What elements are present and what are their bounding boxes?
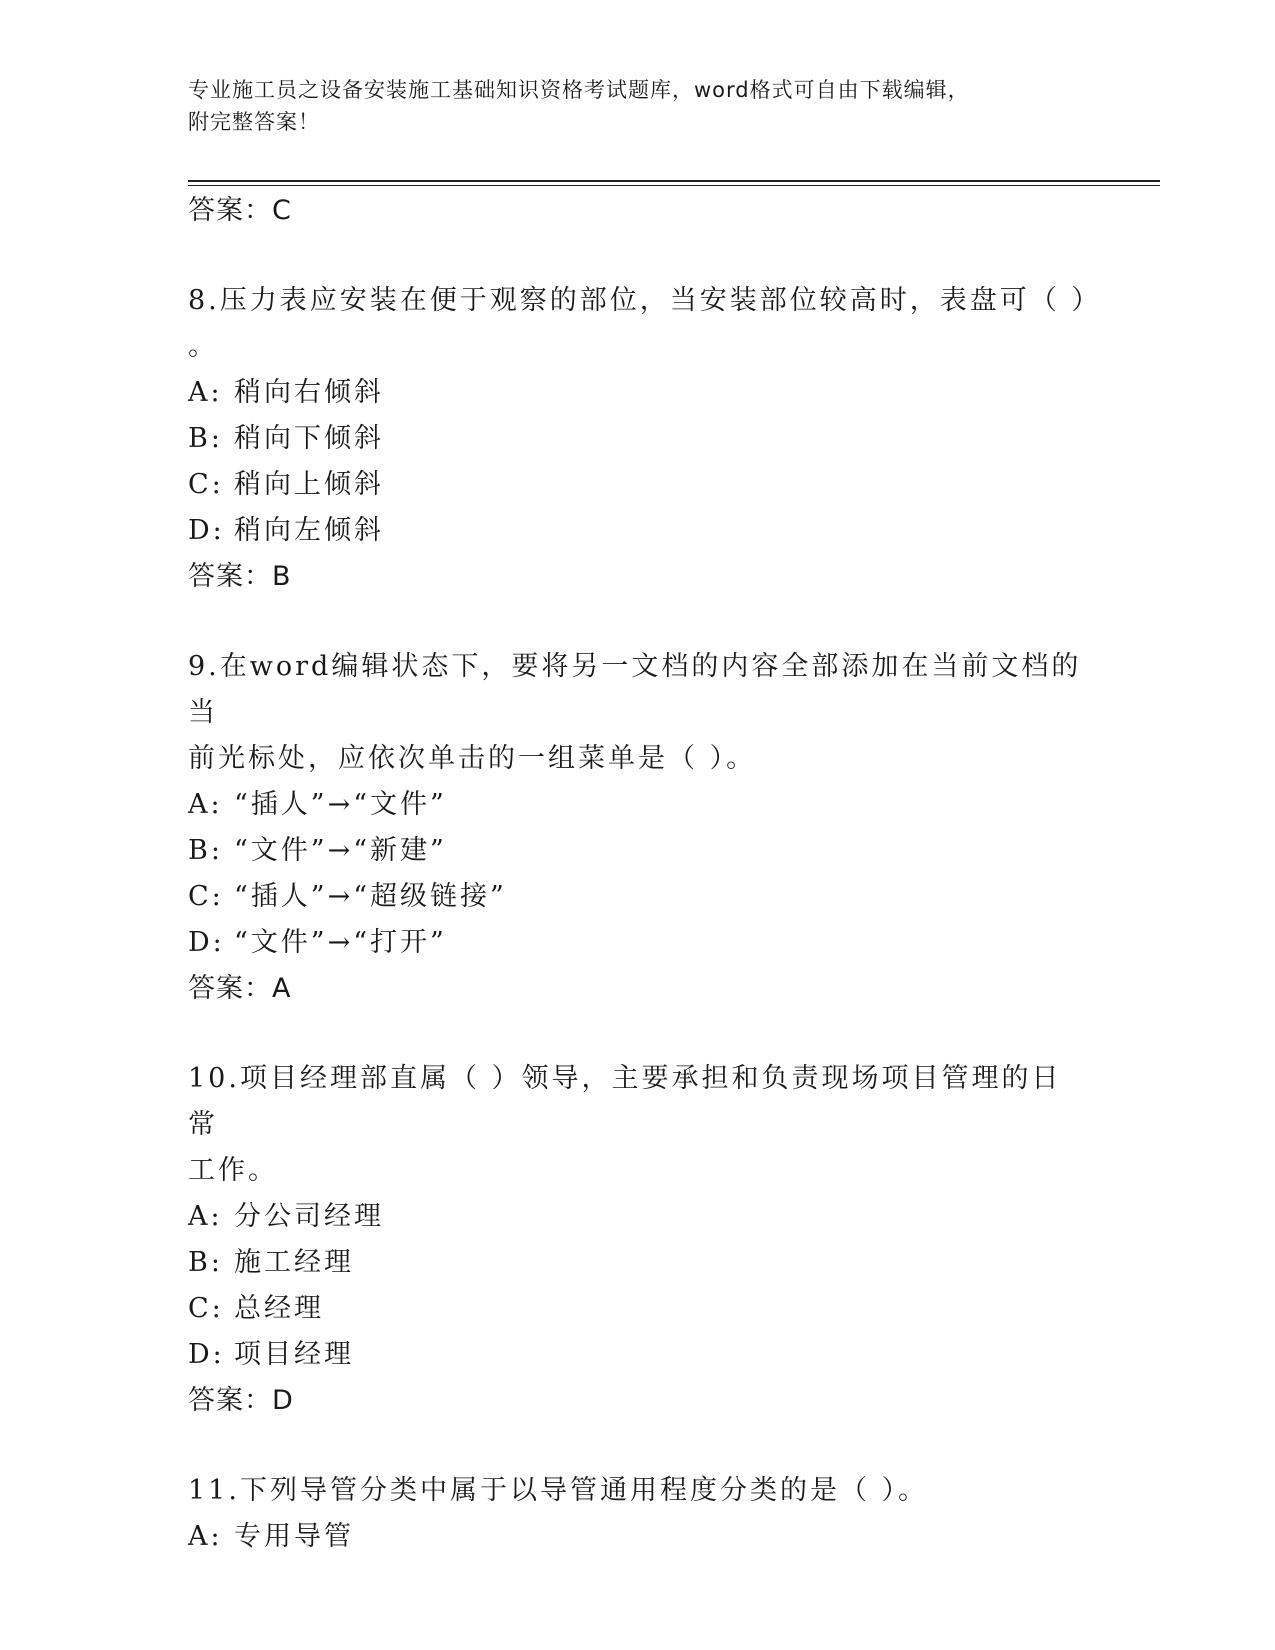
header-rule-thin — [188, 185, 1160, 186]
option-letter: C: — [188, 1293, 224, 1324]
header-line-2: 附完整答案！ — [188, 110, 320, 134]
question-stem: 8.压力表应安装在便于观察的部位，当安装部位较高时，表盘可（ ） — [188, 285, 1102, 316]
option-c — [188, 462, 1088, 508]
answer-previous: 答案：C — [188, 195, 292, 226]
question-stem-cont: 。 — [188, 331, 218, 362]
option-text: “插人”→“文件” — [234, 789, 447, 820]
option-text: 稍向下倾斜 — [234, 423, 384, 454]
option-b — [188, 416, 1088, 462]
question-stem: 10.项目经理部直属（ ）领导，主要承担和负责现场项目管理的日常 — [188, 1063, 1062, 1140]
question-block — [188, 1468, 1088, 1560]
option-a — [188, 1514, 1088, 1560]
question-block — [188, 1056, 1088, 1424]
option-d — [188, 1332, 1088, 1378]
option-text: 分公司经理 — [234, 1201, 384, 1232]
option-letter: D: — [188, 515, 225, 546]
option-text: “文件”→“打开” — [234, 927, 447, 958]
option-text: “插人”→“超级链接” — [234, 881, 507, 912]
header-line-1: 专业施工员之设备安装施工基础知识资格考试题库，word格式可自由下载编辑， — [188, 78, 970, 102]
option-a — [188, 782, 1088, 828]
option-d — [188, 508, 1088, 554]
option-letter: B: — [188, 423, 223, 454]
option-text: 稍向左倾斜 — [234, 515, 384, 546]
option-text: 总经理 — [234, 1293, 324, 1324]
option-letter: B: — [188, 835, 223, 866]
option-letter: A: — [188, 1521, 223, 1552]
option-b — [188, 828, 1088, 874]
option-text: 稍向上倾斜 — [234, 469, 384, 500]
option-text: 稍向右倾斜 — [234, 377, 384, 408]
option-a — [188, 370, 1088, 416]
option-letter: D: — [188, 927, 225, 958]
option-letter: C: — [188, 469, 224, 500]
question-stem-cont: 工作。 — [188, 1155, 278, 1186]
answer: 答案：A — [188, 973, 292, 1004]
option-letter: D: — [188, 1339, 225, 1370]
question-stem: 9.在word编辑状态下，要将另一文档的内容全部添加在当前文档的当 — [188, 651, 1082, 728]
option-c — [188, 1286, 1088, 1332]
option-letter: A: — [188, 377, 223, 408]
option-b — [188, 1240, 1088, 1286]
option-letter: B: — [188, 1247, 223, 1278]
option-text: 专用导管 — [234, 1521, 354, 1552]
question-stem-cont: 前光标处，应依次单击的一组菜单是（ ）。 — [188, 743, 757, 774]
option-c — [188, 874, 1088, 920]
document-header — [188, 74, 1088, 138]
option-text: “文件”→“新建” — [234, 835, 447, 866]
question-block — [188, 644, 1088, 1012]
option-letter: C: — [188, 881, 224, 912]
answer: 答案：D — [188, 1385, 294, 1416]
answer: 答案：B — [188, 561, 292, 592]
option-letter: A: — [188, 1201, 223, 1232]
document-body — [188, 188, 1102, 1560]
option-letter: A: — [188, 789, 223, 820]
option-d — [188, 920, 1088, 966]
option-text: 项目经理 — [234, 1339, 354, 1370]
question-block — [188, 278, 1102, 600]
option-text: 施工经理 — [234, 1247, 354, 1278]
option-a — [188, 1194, 1088, 1240]
question-stem: 11.下列导管分类中属于以导管通用程度分类的是（ ）。 — [188, 1475, 929, 1506]
header-rule-thick — [188, 180, 1160, 182]
